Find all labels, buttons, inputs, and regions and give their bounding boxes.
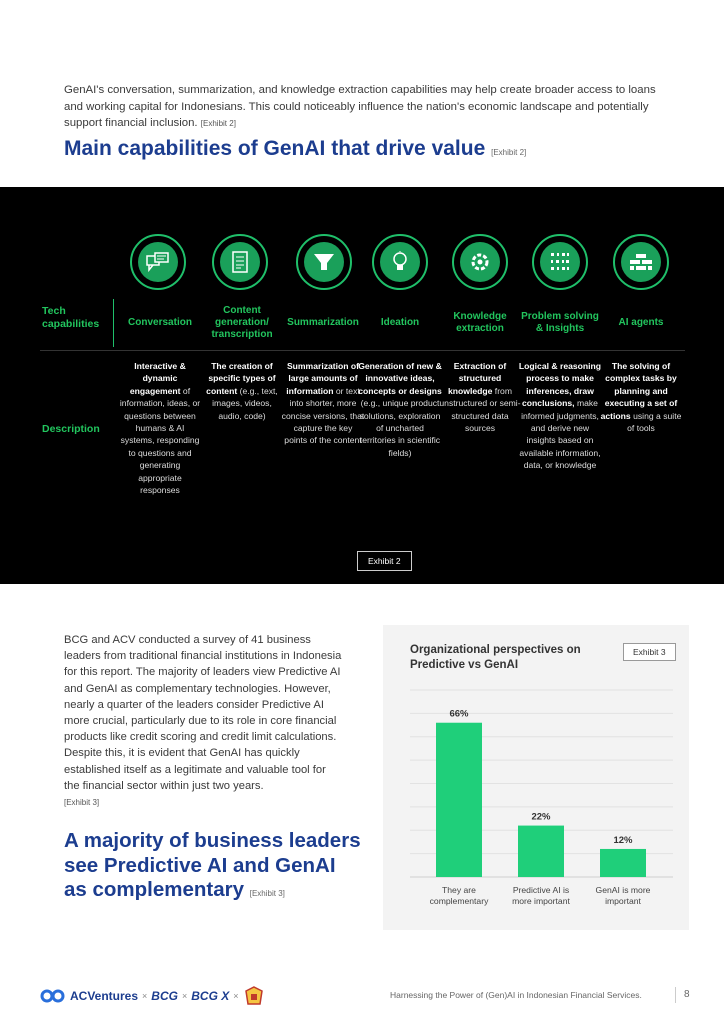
logo-separator: × <box>233 991 239 1001</box>
capabilities-panel <box>0 187 724 584</box>
cap-label-conversation: Conversation <box>128 316 192 328</box>
exhibit-3-chart <box>383 625 689 930</box>
cap-label-knowledge-extraction: Knowledge extraction <box>453 310 507 334</box>
exhibit-2-tag: Exhibit 2 <box>357 551 412 571</box>
capability-icons-row <box>0 234 724 294</box>
logo-separator: × <box>181 991 188 1001</box>
cap-desc-summarization: Summarization of large amounts of information or text into shorter, more concise versions, that capture the key points of the content <box>281 361 365 446</box>
survey-text: BCG and ACV conducted a survey of 41 business leaders from traditional financial institutions in Indonesia for this report. The majority of leaders view Predictive AI and GenAI as complementary technologies. However, nearly a quarter of the leaders consider Predictive AI more crucial, particularly due to its role in core financial products like credit scoring and credit limit calculations. Despite this, it is evident that GenAI has quickly established itself as a legitimate and valuable tool for the financial sector within just two years. <box>64 634 342 792</box>
section-title-capabilities <box>64 137 526 161</box>
cap-desc-content-generation: The creation of specific types of content (e.g., text, images, videos, audio, code) <box>206 361 278 421</box>
gear-network-icon <box>452 234 508 290</box>
chart-bar <box>518 826 564 877</box>
chart-category-label: GenAI is more important <box>595 885 651 906</box>
cap-label-ai-agents: AI agents <box>618 316 664 328</box>
crest-logo-icon <box>243 986 265 1006</box>
row-label-tech: Tech capabilities <box>42 305 100 330</box>
chart-category-label: They are complementary <box>429 885 489 906</box>
page-number: 8 <box>684 989 690 1000</box>
bar-chart-svg <box>383 625 689 930</box>
section2-title-ref: [Exhibit 3] <box>249 889 285 898</box>
bcgx-logo: BCG X <box>191 989 230 1003</box>
footer-report-title: Harnessing the Power of (Gen)AI in Indonesian Financial Services. <box>390 990 642 1000</box>
intro-text: GenAI's conversation, summarization, and knowledge extraction capabilities may help create broader access to loans and working capital for Indonesians. This could noticeably influence the nation's economic landscape and potentially support financial inclusion. <box>64 84 656 129</box>
binary-grid-icon <box>532 234 588 290</box>
intro-exhibit-ref: [Exhibit 2] <box>200 119 236 128</box>
footer-divider <box>675 987 676 1003</box>
acventures-logo-icon <box>40 989 66 1003</box>
bcg-logo: BCG <box>151 989 178 1003</box>
cap-label-content-generation: Content generation/ transcription <box>211 304 273 341</box>
chart-bar <box>600 849 646 877</box>
cap-label-summarization: Summarization <box>287 316 359 328</box>
logo-separator: × <box>142 991 148 1001</box>
chart-data-label: 22% <box>531 811 551 823</box>
cap-desc-knowledge-extraction: Extraction of structured knowledge from unstructured or semi-structured data sources <box>439 361 521 434</box>
document-icon <box>212 234 268 290</box>
cap-desc-ideation: Generation of new & innovative ideas, concepts or designs (e.g., unique product solutions, exploration of uncharted territories in scientific fields) <box>358 361 442 458</box>
chart-title: Organizational perspectives on Predictive vs GenAI <box>410 644 581 671</box>
lightbulb-icon <box>372 234 428 290</box>
chat-bubbles-icon <box>130 234 186 290</box>
survey-exhibit-ref: [Exhibit 3] <box>64 798 100 808</box>
section-title-majority <box>64 829 364 907</box>
section-title-ref: [Exhibit 2] <box>491 148 527 157</box>
chart-data-label: 12% <box>613 834 633 846</box>
survey-paragraph <box>64 632 344 811</box>
cap-label-problem-solving: Problem solving & Insights <box>521 310 599 334</box>
intro-paragraph <box>64 82 664 133</box>
acventures-logo: ACVentures <box>70 989 139 1003</box>
section-title-text: Main capabilities of GenAI that drive value <box>64 137 486 160</box>
chart-data-label: 66% <box>449 708 469 720</box>
section2-title-text: A majority of business leaders see Predictive AI and GenAI as complementary <box>64 829 361 901</box>
row-divider-horizontal <box>40 350 685 351</box>
bricks-icon <box>613 234 669 290</box>
footer-logos <box>40 986 265 1006</box>
cap-label-ideation: Ideation <box>380 316 420 328</box>
row-divider-vertical <box>113 299 114 347</box>
exhibit-3-tag: Exhibit 3 <box>623 643 676 661</box>
funnel-icon <box>296 234 352 290</box>
chart-category-label: Predictive AI is more important <box>512 885 570 906</box>
chart-bar <box>436 723 482 877</box>
cap-desc-conversation: Interactive & dynamic engagement of information, ideas, or questions between humans & AI systems, responding to questions and generating appropriate responses <box>119 361 201 496</box>
cap-desc-problem-solving: Logical & reasoning process to make inferences, draw conclusions, make informed judgments, and derive new insights based on available information, data, or knowledge <box>518 361 602 471</box>
row-label-description: Description <box>42 423 100 435</box>
cap-desc-ai-agents: The solving of complex tasks by planning and executing a set of actions using a suite of tools <box>600 361 682 434</box>
